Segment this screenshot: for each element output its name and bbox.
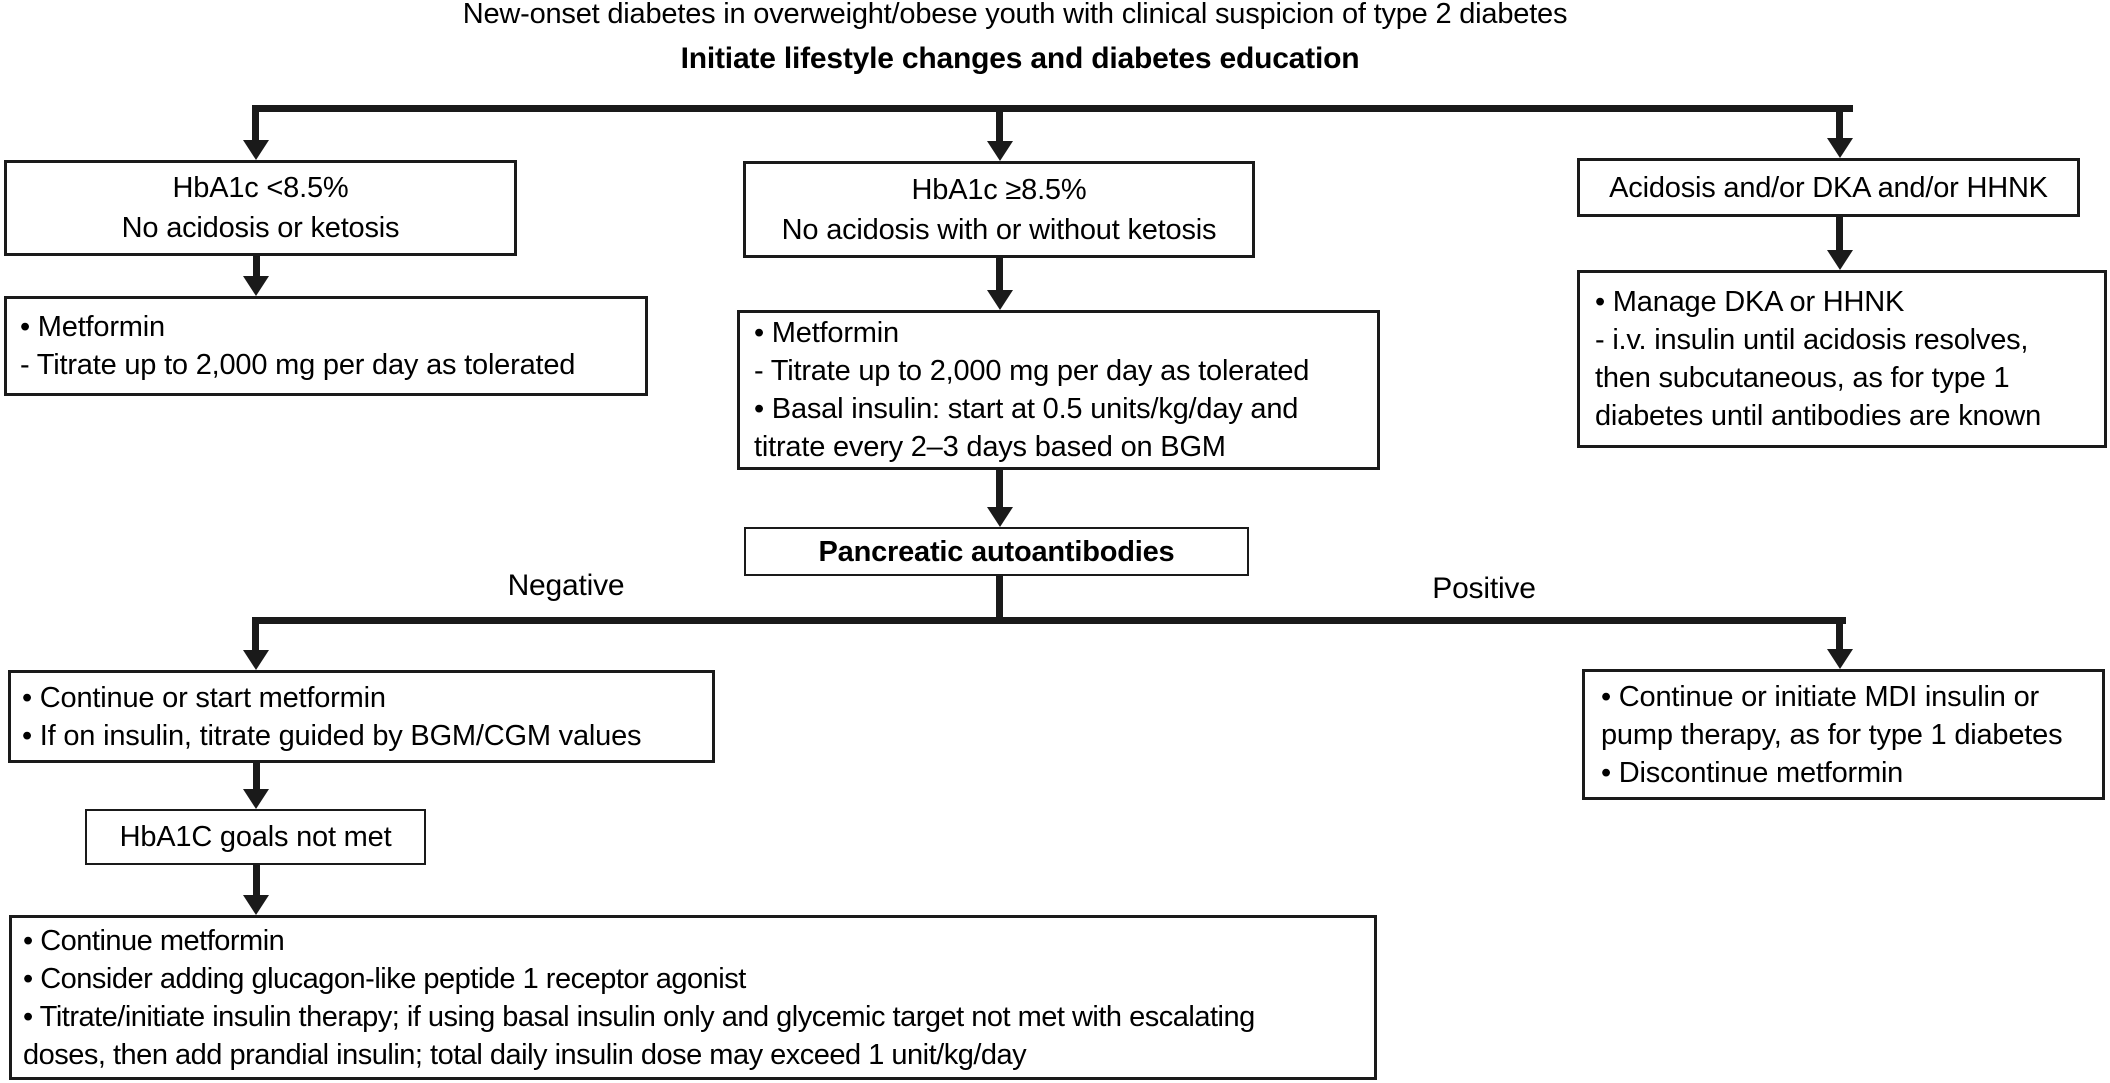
- node-line: • Continue metformin: [23, 924, 285, 957]
- node-mdi-insulin-pump: [1582, 669, 2105, 800]
- down-arrowhead-icon: [987, 290, 1013, 310]
- flowchart-title: New-onset diabetes in overweight/obese youth with clinical suspicion of type 2 diabetes: [462, 0, 1568, 30]
- connector-middle-shaft: [996, 468, 1003, 509]
- node-acidosis-dka-hhnk: [1577, 158, 2080, 217]
- connector-goals-shaft: [253, 761, 260, 791]
- connector-top-bar: [252, 105, 1853, 112]
- node-line: Acidosis and/or DKA and/or HHNK: [1609, 171, 2048, 204]
- node-line: • Metformin: [754, 317, 899, 349]
- node-line: • Continue or start metformin: [22, 681, 386, 714]
- node-line: HbA1C goals not met: [119, 821, 392, 853]
- node-line: pump therapy, as for type 1 diabetes: [1601, 718, 2063, 751]
- node-hba1c-goals-not-met: [85, 809, 426, 865]
- node-line: • Basal insulin: start at 0.5 units/kg/day and: [754, 393, 1299, 425]
- node-line: titrate every 2–3 days based on BGM: [754, 431, 1226, 463]
- node-line: - Titrate up to 2,000 mg per day as tolerated: [20, 349, 576, 381]
- node-line: • Manage DKA or HHNK: [1595, 286, 1905, 318]
- node-line: No acidosis or ketosis: [121, 212, 400, 244]
- node-manage-dka-hhnk: [1577, 270, 2107, 448]
- node-line: - Titrate up to 2,000 mg per day as tolerated: [754, 355, 1310, 387]
- connector-split-bar: [252, 617, 1846, 624]
- node-line: No acidosis with or without ketosis: [781, 213, 1217, 246]
- down-arrowhead-icon: [243, 276, 269, 296]
- node-line: • Consider adding glucagon-like peptide 1 receptor agonist: [23, 962, 746, 995]
- node-metformin-only: [4, 296, 648, 396]
- node-line: HbA1c <8.5%: [172, 172, 349, 204]
- down-arrowhead-icon: [243, 895, 269, 915]
- down-arrowhead-icon: [243, 140, 269, 160]
- connector-split-left-shaft: [252, 617, 259, 652]
- node-intensify-therapy: [9, 915, 1377, 1080]
- node-continue-start-metformin: [8, 670, 715, 763]
- down-arrowhead-icon: [987, 141, 1013, 161]
- connector-middle-shaft: [996, 256, 1003, 292]
- down-arrowhead-icon: [1827, 649, 1853, 669]
- node-hba1c-low: [4, 160, 517, 256]
- connector-split-right-shaft: [1836, 617, 1843, 651]
- node-line: Pancreatic autoantibodies: [818, 535, 1175, 568]
- connector-top-right-shaft: [1836, 105, 1843, 140]
- node-line: doses, then add prandial insulin; total daily insulin dose may exceed 1 unit/kg/day: [23, 1038, 1027, 1071]
- node-line: HbA1c ≥8.5%: [911, 173, 1087, 206]
- connector-bottom-shaft: [253, 863, 260, 895]
- branch-label-positive: Positive: [1432, 572, 1536, 605]
- connector-top-middle-shaft: [996, 105, 1003, 142]
- down-arrowhead-icon: [1827, 138, 1853, 158]
- connector-top-left-shaft: [252, 105, 259, 142]
- branch-label-negative: Negative: [507, 569, 625, 602]
- node-line: diabetes until antibodies are known: [1595, 400, 2042, 432]
- down-arrowhead-icon: [987, 507, 1013, 527]
- node-hba1c-high: [743, 161, 1255, 258]
- node-line: • Discontinue metformin: [1601, 756, 1904, 789]
- node-line: - i.v. insulin until acidosis resolves,: [1595, 324, 2029, 356]
- node-line: • Titrate/initiate insulin therapy; if using basal insulin only and glycemic target not met with escalating: [23, 1000, 1255, 1033]
- node-line: then subcutaneous, as for type 1: [1595, 362, 2010, 394]
- down-arrowhead-icon: [1827, 250, 1853, 270]
- node-line: • Continue or initiate MDI insulin or: [1601, 680, 2039, 713]
- node-pancreatic-autoantibodies: [744, 527, 1249, 576]
- start-node-label: Initiate lifestyle changes and diabetes education: [680, 42, 1360, 75]
- node-line: • If on insulin, titrate guided by BGM/CGM values: [22, 719, 642, 752]
- node-metformin-basal-insulin: [737, 310, 1380, 470]
- down-arrowhead-icon: [243, 789, 269, 809]
- node-line: • Metformin: [20, 311, 165, 343]
- down-arrowhead-icon: [243, 650, 269, 670]
